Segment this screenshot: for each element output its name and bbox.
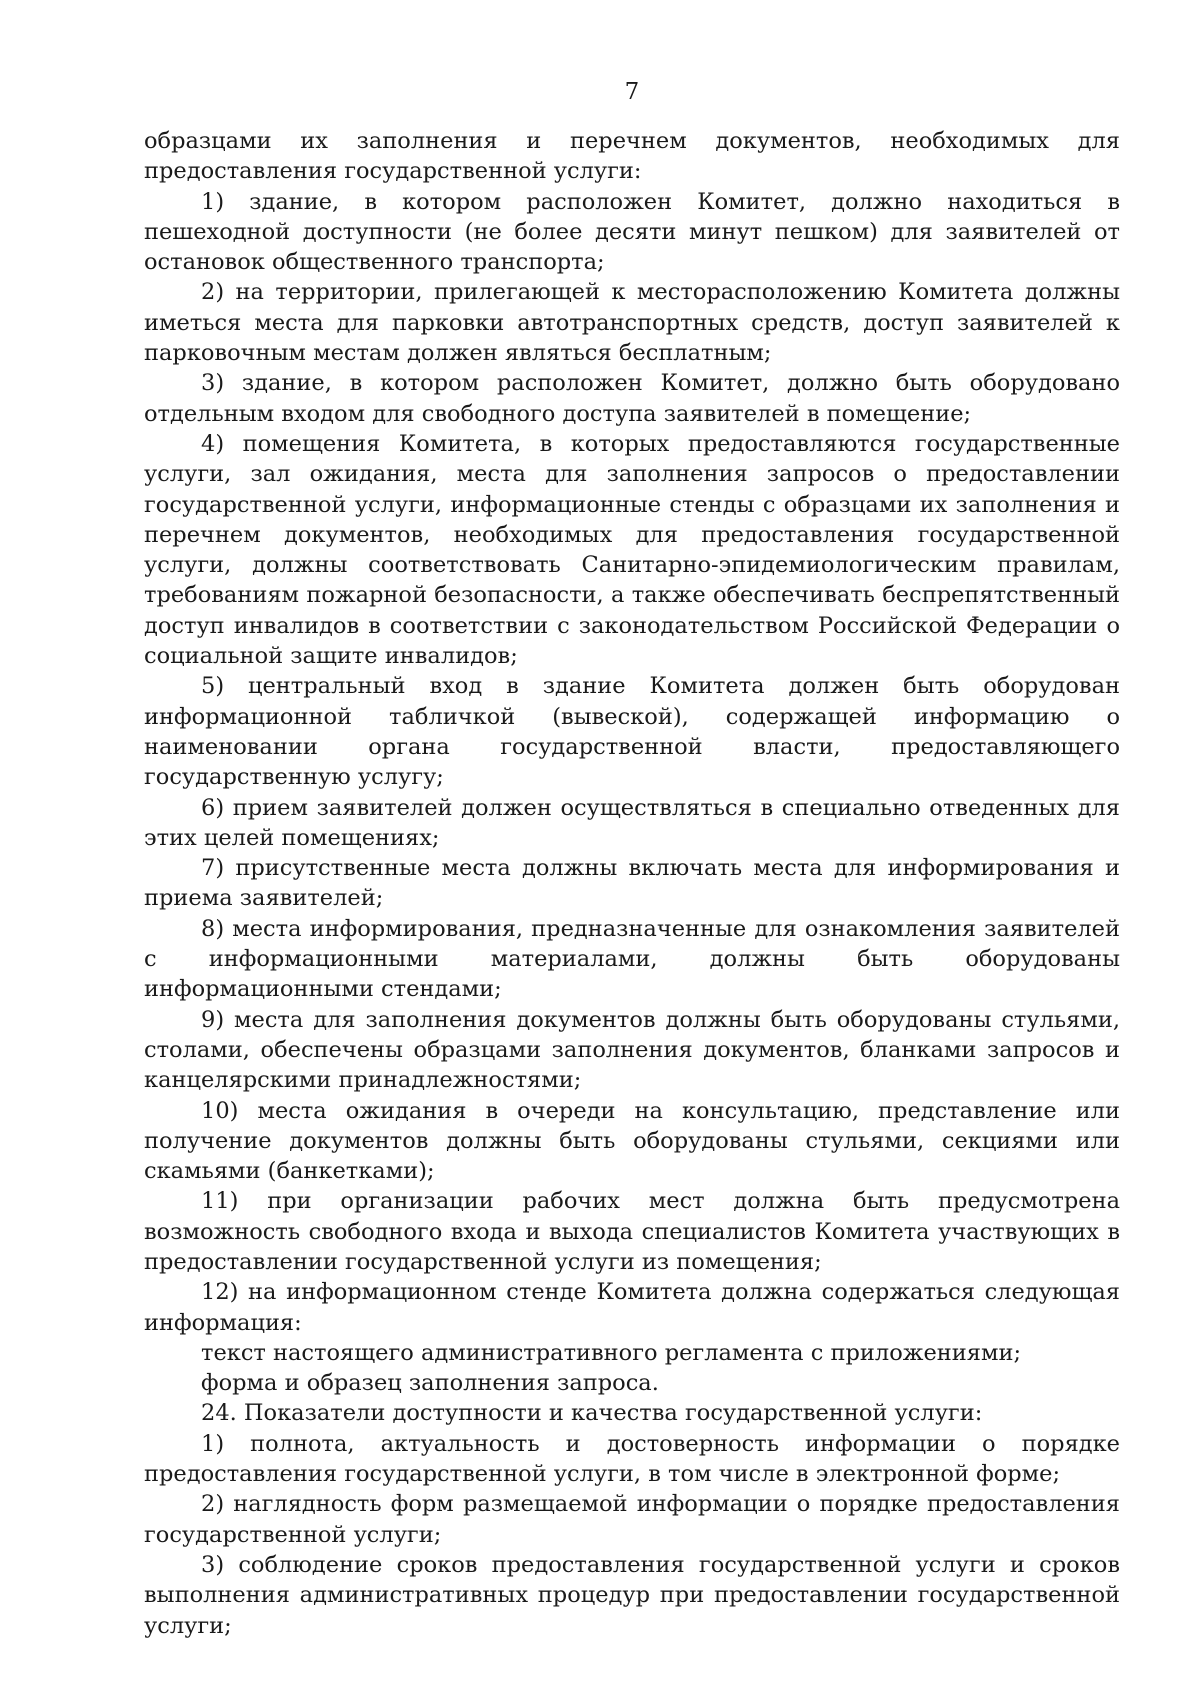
paragraph-item-8: 8) места информирования, предназначенные для ознакомления заявителей с информационными материалами, должны быть оборудованы информационными стендами; bbox=[144, 915, 1120, 1003]
paragraph-item-10: 10) места ожидания в очереди на консультацию, представление или получение документов должны быть оборудованы стульями, секциями или скамьями (банкетками); bbox=[144, 1097, 1120, 1185]
paragraph-item-6: 6) прием заявителей должен осуществляться в специально отведенных для этих целей помещениях; bbox=[144, 794, 1120, 851]
paragraph-indicator-1: 1) полнота, актуальность и достоверность информации о порядке предоставления государственной услуги, в том числе в электронной форме; bbox=[144, 1430, 1120, 1488]
paragraph-item-11: 11) при организации рабочих мест должна быть предусмотрена возможность свободного входа и выхода специалистов Комитета участвующих в предоставлении государственной услуги из помещения; bbox=[144, 1188, 1120, 1275]
paragraph-subitem-form: форма и образец заполнения запроса. bbox=[201, 1370, 659, 1397]
paragraph-item-1: 1) здание, в котором расположен Комитет, должно находиться в пешеходной доступности (не более десяти минут пешком) для заявителей от остановок общественного транспорта; bbox=[144, 188, 1120, 276]
paragraph-item-3: 3) здание, в котором расположен Комитет, должно быть оборудовано отдельным входом для свободного доступа заявителей в помещение; bbox=[144, 370, 1120, 427]
paragraph-item-5: 5) центральный вход в здание Комитета должен быть оборудован информационной табличкой (вывеской), содержащей информацию о наименовании органа государственной власти, предоставляющего государственную услугу; bbox=[144, 673, 1120, 791]
paragraph-subitem-text: текст настоящего административного регламента с приложениями; bbox=[201, 1339, 1022, 1366]
paragraph-item-2: 2) на территории, прилегающей к месторасположению Комитета должны иметься места для парковки автотранспортных средств, доступ заявителей к парковочным местам должен являться бесплатным; bbox=[144, 279, 1120, 367]
paragraph-continuation: образцами их заполнения и перечнем документов, необходимых для предоставления государственной услуги: bbox=[144, 128, 1120, 185]
paragraph-item-7: 7) присутственные места должны включать места для информирования и приема заявителей; bbox=[144, 855, 1120, 912]
paragraph-item-12: 12) на информационном стенде Комитета должна содержаться следующая информация: bbox=[144, 1279, 1120, 1336]
document-body bbox=[144, 126, 1120, 1641]
paragraph-indicator-3: 3) соблюдение сроков предоставления государственной услуги и сроков выполнения административных процедур при предоставлении государственной услуги; bbox=[144, 1551, 1120, 1639]
page-number: 7 bbox=[624, 79, 640, 105]
paragraph-section-24: 24. Показатели доступности и качества государственной услуги: bbox=[201, 1400, 983, 1427]
paragraph-item-4: 4) помещения Комитета, в которых предоставляются государственные услуги, зал ожидания, места для заполнения запросов о предоставлении государственной услуги, информационные стенды с образцами их заполнения и перечнем документов, необходимых для предоставления государственной услуги, должны соответствовать Санитарно-эпидемиологическим правилам, требованиям пожарной безопасности, а также обеспечивать беспрепятственный доступ инвалидов в соответствии с законодательством Российской Федерации о социальной защите инвалидов; bbox=[144, 430, 1120, 670]
paragraph-item-9: 9) места для заполнения документов должны быть оборудованы стульями, столами, обеспечены образцами заполнения документов, бланками запросов и канцелярскими принадлежностями; bbox=[144, 1006, 1120, 1094]
paragraph-indicator-2: 2) наглядность форм размещаемой информации о порядке предоставления государственной услуги; bbox=[144, 1491, 1120, 1548]
